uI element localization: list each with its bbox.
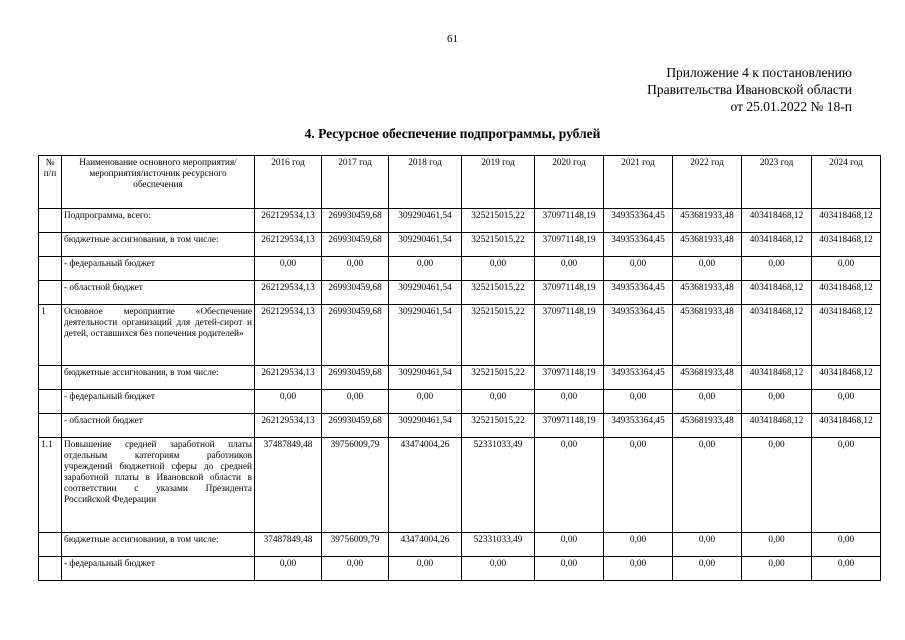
row-value: 0,00: [812, 390, 881, 414]
row-value: 309290461,54: [389, 305, 462, 366]
appendix-line-1: Приложение 4 к постановлению: [666, 65, 852, 80]
row-value: 325215015,22: [462, 305, 535, 366]
resource-table: [38, 155, 881, 581]
header-year: 2019 год: [462, 156, 535, 209]
row-value: 309290461,54: [389, 366, 462, 390]
row-value: 325215015,22: [462, 233, 535, 257]
table-header-row: [39, 156, 881, 209]
table-row: [39, 257, 881, 281]
row-value: 453681933,48: [673, 414, 742, 438]
row-num: [39, 557, 62, 581]
row-value: 349353364,45: [604, 305, 673, 366]
row-name: бюджетные ассигнования, в том числе:: [62, 366, 255, 390]
row-value: 370971148,19: [535, 233, 604, 257]
row-name: - федеральный бюджет: [62, 257, 255, 281]
row-value: 262129534,13: [255, 414, 322, 438]
row-value: 0,00: [604, 533, 673, 557]
table-row: [39, 414, 881, 438]
appendix-line-3: от 25.01.2022 № 18-п: [730, 99, 852, 114]
row-value: 0,00: [812, 557, 881, 581]
row-name: Основное мероприятие «Обеспечение деятельности организаций для детей-сирот и детей, оставшихся без попечения родителей»: [62, 305, 255, 366]
table-row: [39, 366, 881, 390]
row-value: 370971148,19: [535, 366, 604, 390]
row-value: 349353364,45: [604, 233, 673, 257]
row-value: 43474004,26: [389, 438, 462, 533]
row-value: 269930459,68: [322, 414, 389, 438]
row-value: 325215015,22: [462, 366, 535, 390]
header-year: 2018 год: [389, 156, 462, 209]
row-value: 0,00: [742, 390, 812, 414]
row-num: [39, 209, 62, 233]
row-value: 403418468,12: [742, 414, 812, 438]
row-value: 0,00: [812, 438, 881, 533]
row-value: 43474004,26: [389, 533, 462, 557]
row-value: 262129534,13: [255, 366, 322, 390]
row-value: 0,00: [742, 533, 812, 557]
row-num: 1.1: [39, 438, 62, 533]
row-value: 0,00: [389, 557, 462, 581]
row-value: 349353364,45: [604, 414, 673, 438]
row-value: 403418468,12: [812, 366, 881, 390]
row-value: 0,00: [604, 390, 673, 414]
row-value: 325215015,22: [462, 209, 535, 233]
row-value: 403418468,12: [742, 305, 812, 366]
row-value: 0,00: [255, 390, 322, 414]
header-year: 2017 год: [322, 156, 389, 209]
row-value: 309290461,54: [389, 209, 462, 233]
row-value: 0,00: [322, 557, 389, 581]
row-value: 403418468,12: [742, 281, 812, 305]
row-value: 269930459,68: [322, 209, 389, 233]
table-row: [39, 533, 881, 557]
row-value: 0,00: [535, 533, 604, 557]
row-value: 403418468,12: [742, 233, 812, 257]
row-value: 403418468,12: [742, 209, 812, 233]
row-num: 1: [39, 305, 62, 366]
row-value: 0,00: [812, 533, 881, 557]
row-value: 325215015,22: [462, 281, 535, 305]
row-num: [39, 233, 62, 257]
row-value: 262129534,13: [255, 209, 322, 233]
row-value: 269930459,68: [322, 305, 389, 366]
row-value: 0,00: [535, 557, 604, 581]
row-value: 453681933,48: [673, 209, 742, 233]
row-name: Подпрограмма, всего:: [62, 209, 255, 233]
row-value: 0,00: [255, 557, 322, 581]
row-value: 0,00: [673, 557, 742, 581]
document-title: 4. Ресурсное обеспечение подпрограммы, рублей: [304, 126, 601, 141]
row-value: 453681933,48: [673, 281, 742, 305]
row-num: [39, 257, 62, 281]
row-value: 0,00: [462, 257, 535, 281]
row-value: 0,00: [742, 557, 812, 581]
table-row: [39, 438, 881, 533]
row-value: 0,00: [742, 438, 812, 533]
row-value: 39756009,79: [322, 533, 389, 557]
appendix-header: [647, 64, 852, 115]
row-value: 269930459,68: [322, 366, 389, 390]
row-num: [39, 366, 62, 390]
row-value: 39756009,79: [322, 438, 389, 533]
table-row: [39, 557, 881, 581]
row-value: 0,00: [255, 257, 322, 281]
row-value: 0,00: [462, 557, 535, 581]
header-year: 2021 год: [604, 156, 673, 209]
row-value: 370971148,19: [535, 305, 604, 366]
row-value: 325215015,22: [462, 414, 535, 438]
row-value: 0,00: [535, 257, 604, 281]
row-value: 309290461,54: [389, 233, 462, 257]
row-value: 349353364,45: [604, 281, 673, 305]
table-row: [39, 233, 881, 257]
page-number: 61: [447, 33, 458, 45]
row-num: [39, 390, 62, 414]
header-year: 2020 год: [535, 156, 604, 209]
row-value: 370971148,19: [535, 281, 604, 305]
row-name: бюджетные ассигнования, в том числе:: [62, 533, 255, 557]
row-name: Повышение средней заработной платы отдельным категориям работников учреждений бюджетной сферы до средней заработной платы в Ивановской области в соответствии с указами Президента Российской Федерации: [62, 438, 255, 533]
row-value: 37487849,48: [255, 438, 322, 533]
row-value: 453681933,48: [673, 233, 742, 257]
row-value: 403418468,12: [812, 209, 881, 233]
header-year: 2024 год: [812, 156, 881, 209]
header-year: 2016 год: [255, 156, 322, 209]
row-value: 309290461,54: [389, 281, 462, 305]
row-value: 0,00: [673, 533, 742, 557]
row-value: 403418468,12: [742, 366, 812, 390]
row-value: 0,00: [742, 257, 812, 281]
row-value: 0,00: [604, 557, 673, 581]
header-num: № п/п: [39, 156, 62, 209]
header-name: Наименование основного мероприятия/мероприятия/источник ресурсного обеспечения: [62, 156, 255, 209]
row-value: 0,00: [673, 390, 742, 414]
row-num: [39, 533, 62, 557]
row-value: 52331033,49: [462, 438, 535, 533]
row-value: 453681933,48: [673, 305, 742, 366]
row-value: 262129534,13: [255, 305, 322, 366]
row-value: 0,00: [389, 390, 462, 414]
row-value: 269930459,68: [322, 281, 389, 305]
row-value: 370971148,19: [535, 209, 604, 233]
row-value: 0,00: [535, 438, 604, 533]
row-value: 349353364,45: [604, 366, 673, 390]
row-value: 0,00: [389, 257, 462, 281]
appendix-line-2: Правительства Ивановской области: [647, 82, 852, 97]
row-value: 403418468,12: [812, 233, 881, 257]
row-value: 0,00: [604, 257, 673, 281]
row-value: 0,00: [604, 438, 673, 533]
table-row: [39, 209, 881, 233]
row-value: 309290461,54: [389, 414, 462, 438]
row-value: 0,00: [673, 438, 742, 533]
row-name: - областной бюджет: [62, 414, 255, 438]
row-value: 403418468,12: [812, 414, 881, 438]
table-row: [39, 390, 881, 414]
table-row: [39, 305, 881, 366]
row-name: - областной бюджет: [62, 281, 255, 305]
row-value: 52331033,49: [462, 533, 535, 557]
row-value: 269930459,68: [322, 233, 389, 257]
row-value: 262129534,13: [255, 281, 322, 305]
row-value: 403418468,12: [812, 281, 881, 305]
row-value: 262129534,13: [255, 233, 322, 257]
row-value: 370971148,19: [535, 414, 604, 438]
row-num: [39, 414, 62, 438]
row-value: 0,00: [322, 257, 389, 281]
header-year: 2022 год: [673, 156, 742, 209]
row-num: [39, 281, 62, 305]
row-value: 349353364,45: [604, 209, 673, 233]
row-value: 0,00: [812, 257, 881, 281]
row-value: 403418468,12: [812, 305, 881, 366]
row-name: бюджетные ассигнования, в том числе:: [62, 233, 255, 257]
header-year: 2023 год: [742, 156, 812, 209]
row-name: - федеральный бюджет: [62, 557, 255, 581]
row-value: 0,00: [322, 390, 389, 414]
row-name: - федеральный бюджет: [62, 390, 255, 414]
row-value: 453681933,48: [673, 366, 742, 390]
row-value: 37487849,48: [255, 533, 322, 557]
row-value: 0,00: [535, 390, 604, 414]
table-row: [39, 281, 881, 305]
row-value: 0,00: [673, 257, 742, 281]
row-value: 0,00: [462, 390, 535, 414]
